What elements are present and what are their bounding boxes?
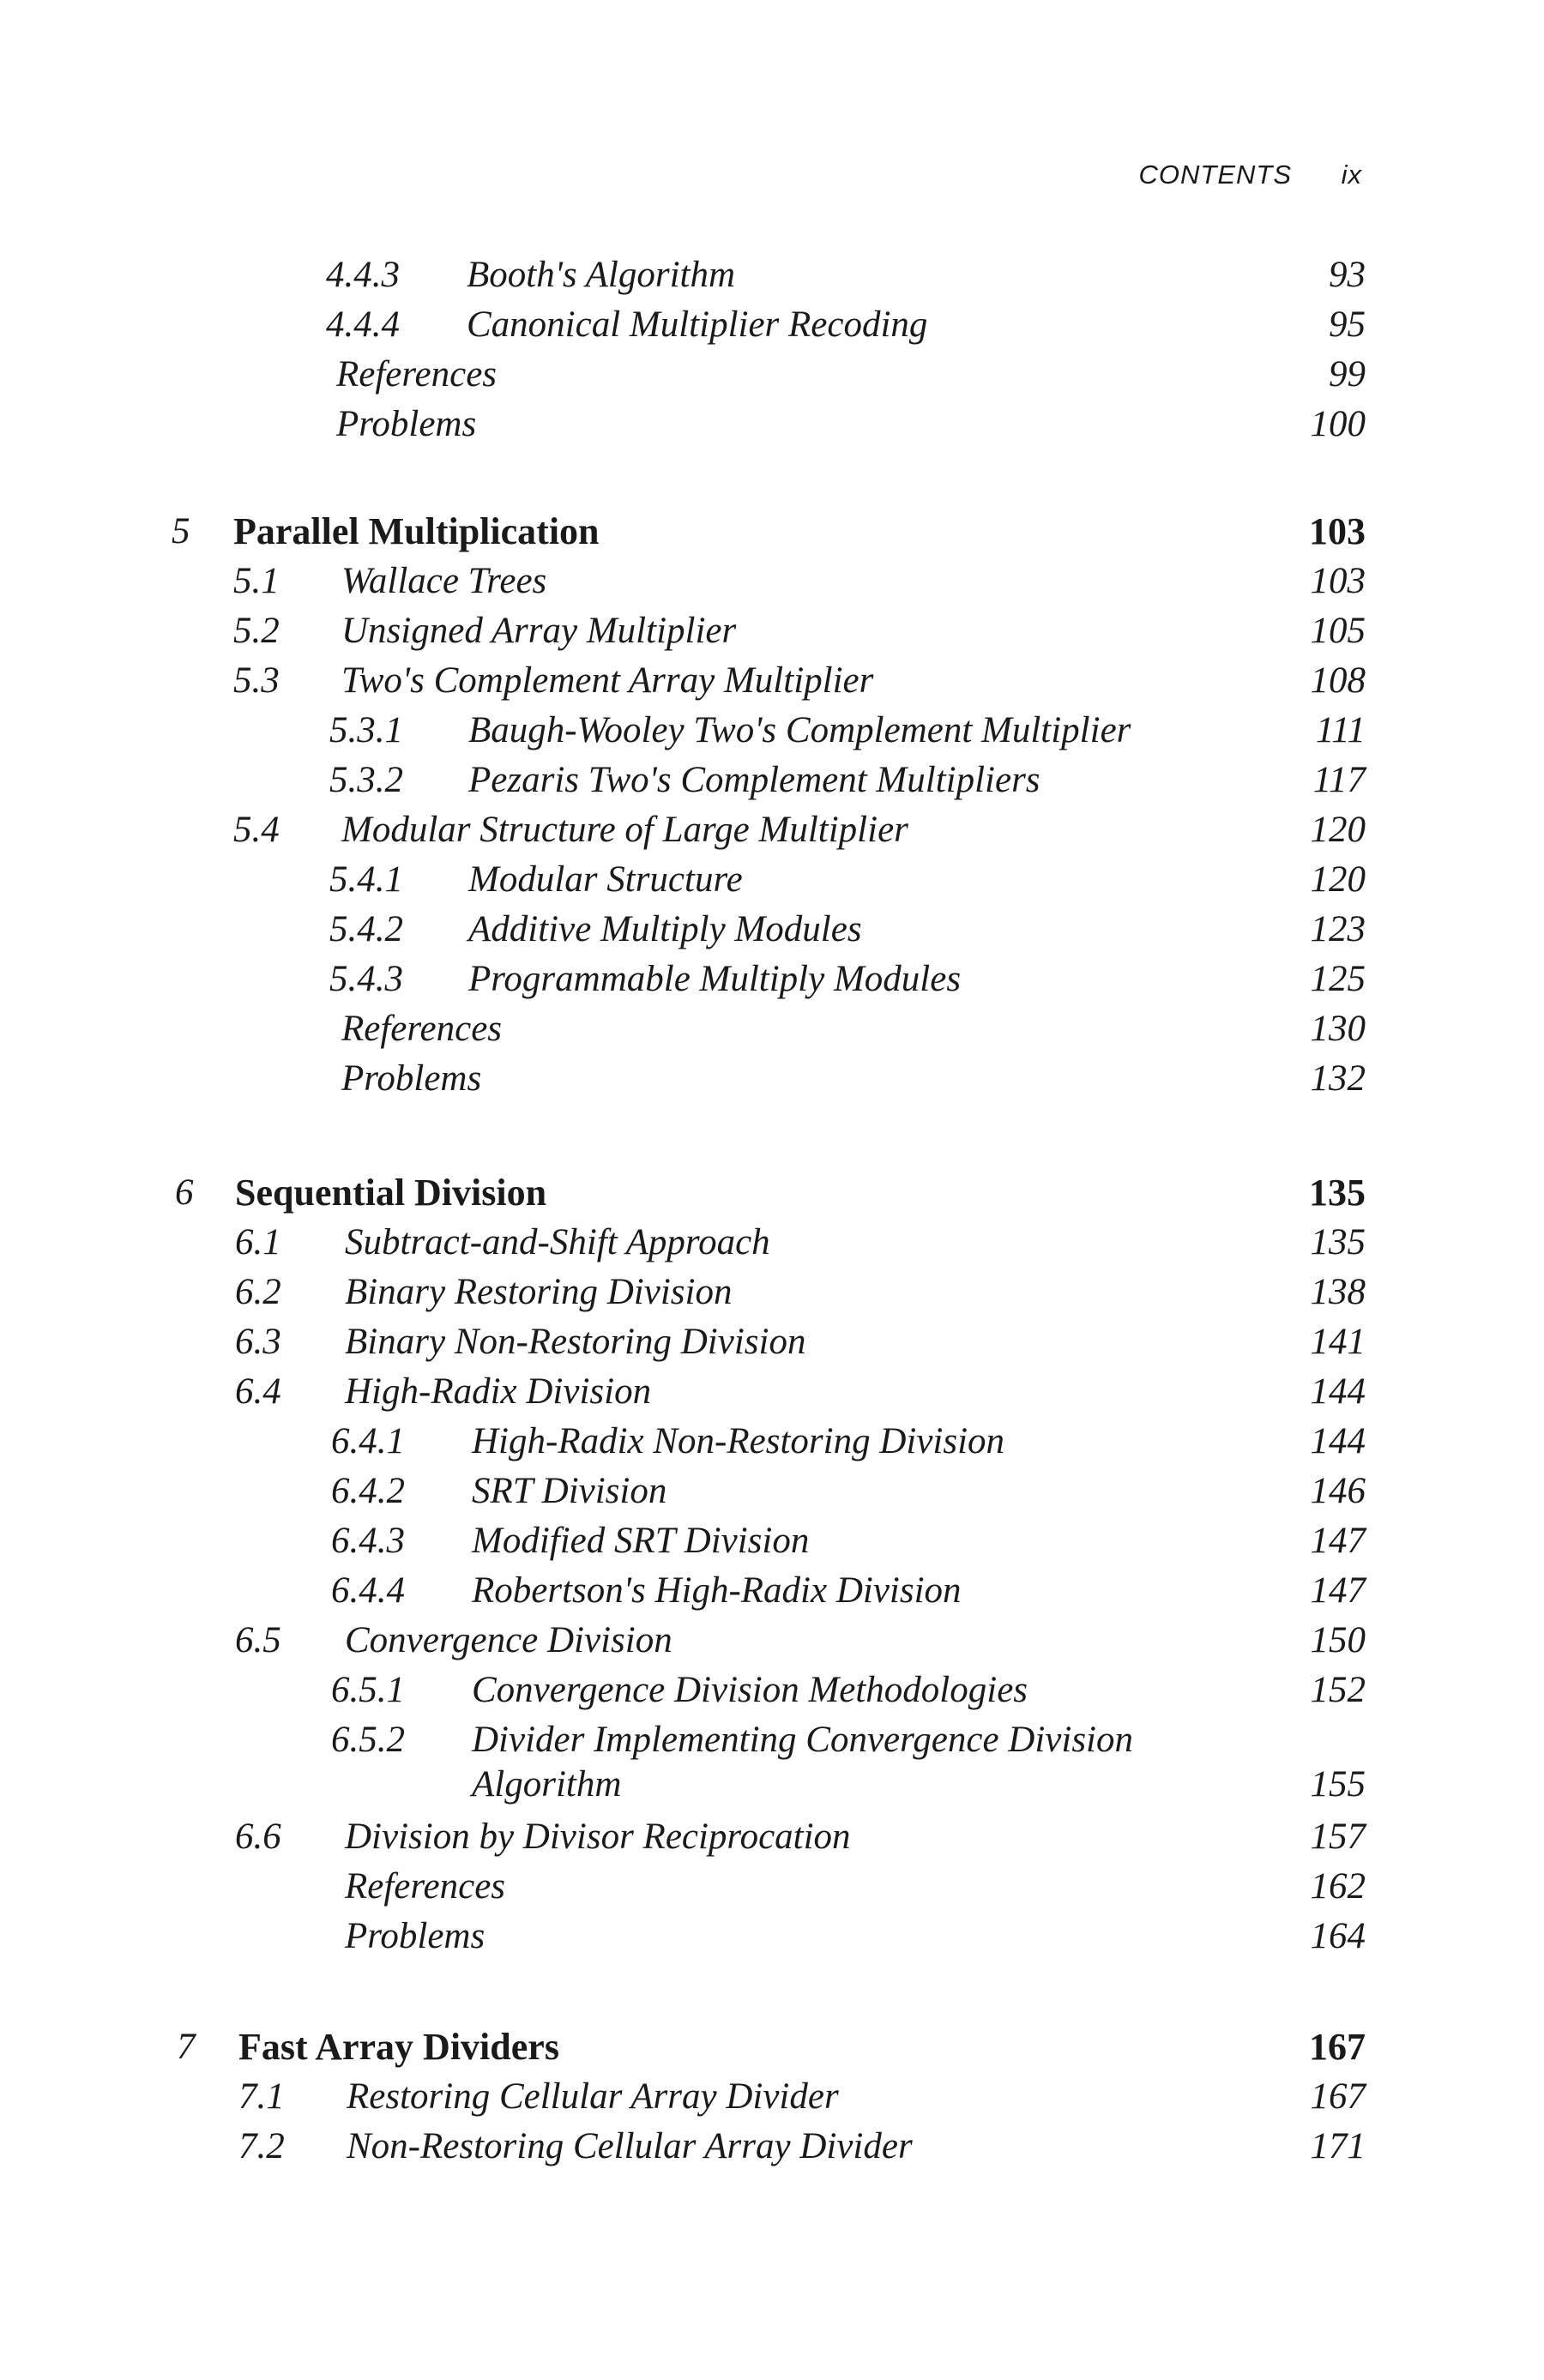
- toc-entry-number: 6.5.1: [331, 1670, 405, 1710]
- toc-entry-references: [0, 349, 1544, 401]
- toc-entry-page: 123: [1310, 909, 1366, 949]
- toc-entry-number: 6.6: [235, 1817, 281, 1857]
- toc-entry-number: 6.4: [235, 1371, 281, 1412]
- toc-entry-page: 144: [1310, 1371, 1366, 1412]
- toc-entry-number: 6.1: [235, 1222, 281, 1262]
- toc-entry-number: 6.3: [235, 1322, 281, 1362]
- toc-entry-title: Binary Restoring Division: [345, 1272, 733, 1312]
- toc-entry-title: Subtract-and-Shift Approach: [345, 1222, 770, 1262]
- toc-entry-page: 162: [1310, 1866, 1366, 1907]
- toc-entry-page: 135: [1310, 1222, 1366, 1262]
- toc-entry-title: Problems: [336, 404, 477, 444]
- toc-chapter-title: Sequential Division: [235, 1172, 547, 1214]
- toc-entry-page: 141: [1310, 1322, 1366, 1362]
- toc-entry-title-continued: Algorithm: [472, 1764, 622, 1805]
- toc-entry-page: 144: [1310, 1421, 1366, 1461]
- toc-entry-title: Booth's Algorithm: [467, 255, 736, 295]
- toc-entry-number: 5.3: [233, 660, 280, 701]
- toc-entry-title: Wallace Trees: [341, 561, 547, 601]
- toc-entry-page: 100: [1310, 404, 1366, 444]
- toc-entry-page: 103: [1310, 561, 1366, 601]
- toc-entry-5-3: [0, 655, 1544, 707]
- toc-entry-number: 5.4.3: [329, 959, 403, 999]
- toc-chapter-page: 135: [1309, 1172, 1366, 1214]
- running-head-title: CONTENTS: [1138, 160, 1292, 190]
- toc-entry-5-3-1: [0, 705, 1544, 756]
- toc-entry-number: 5.4: [233, 810, 280, 850]
- toc-entry-7-1: [0, 2071, 1544, 2123]
- toc-entry-number: 5.1: [233, 561, 280, 601]
- toc-entry-6-4-4: [0, 1565, 1544, 1617]
- toc-entry-title: Modular Structure of Large Multiplier: [341, 810, 908, 850]
- toc-entry-page: 108: [1310, 660, 1366, 701]
- toc-entry-number: 6.5: [235, 1620, 281, 1660]
- toc-entry-references: [0, 1861, 1544, 1913]
- toc-entry-number: 6.5.2: [331, 1720, 405, 1760]
- toc-entry-6-4-2: [0, 1466, 1544, 1517]
- toc-entry-number: 6.2: [235, 1272, 281, 1312]
- toc-entry-6-6: [0, 1811, 1544, 1863]
- toc-entry-title: Divider Implementing Convergence Division: [472, 1720, 1133, 1760]
- toc-entry-number: 5.4.2: [329, 909, 403, 949]
- toc-entry-6-2: [0, 1267, 1544, 1318]
- toc-entry-5-4: [0, 804, 1544, 856]
- toc-entry-number: 6.4.4: [331, 1570, 405, 1611]
- toc-entry-5-3-2: [0, 755, 1544, 806]
- toc-entry-title: Baugh-Wooley Two's Complement Multiplier: [468, 710, 1131, 750]
- toc-entry-page: 152: [1310, 1670, 1366, 1710]
- toc-chapter-6: [0, 1167, 1544, 1219]
- toc-entry-6-1: [0, 1217, 1544, 1268]
- toc-chapter-5: [0, 506, 1544, 557]
- toc-chapter-number: 5: [172, 511, 190, 551]
- toc-entry-title: Non-Restoring Cellular Array Divider: [347, 2126, 913, 2166]
- toc-entry-title: Restoring Cellular Array Divider: [347, 2076, 839, 2117]
- toc-entry-number: 4.4.4: [326, 304, 400, 345]
- toc-entry-6-5: [0, 1615, 1544, 1666]
- toc-entry-title: Modular Structure: [468, 859, 743, 900]
- toc-entry-problems: [0, 1911, 1544, 1962]
- toc-entry-page: 93: [1329, 255, 1366, 295]
- running-head: [847, 160, 1362, 202]
- toc-entry-page: 167: [1310, 2076, 1366, 2117]
- toc-entry-5-2: [0, 606, 1544, 657]
- toc-entry-7-2: [0, 2121, 1544, 2172]
- toc-entry-page: 146: [1310, 1471, 1366, 1511]
- toc-entry-title: Problems: [341, 1058, 482, 1099]
- toc-entry-title: Convergence Division Methodologies: [472, 1670, 1028, 1710]
- toc-entry-number: 7.1: [238, 2076, 285, 2117]
- toc-entry-6-5-1: [0, 1665, 1544, 1716]
- toc-entry-page: 105: [1310, 611, 1366, 651]
- toc-entry-title: Division by Divisor Reciprocation: [345, 1817, 851, 1857]
- toc-entry-page: 155: [1310, 1764, 1366, 1805]
- toc-entry-number: 5.3.2: [329, 760, 403, 800]
- toc-entry-page: 171: [1310, 2126, 1366, 2166]
- toc-entry-title: Programmable Multiply Modules: [468, 959, 962, 999]
- toc-entry-6-4-1: [0, 1416, 1544, 1467]
- toc-entry-references: [0, 1003, 1544, 1055]
- toc-entry-page: 120: [1310, 859, 1366, 900]
- toc-entry-page: 125: [1310, 959, 1366, 999]
- toc-entry-4-4-4: [0, 299, 1544, 351]
- toc-entry-problems: [0, 399, 1544, 450]
- toc-entry-page: 147: [1310, 1570, 1366, 1611]
- toc-entry-number: 5.3.1: [329, 710, 403, 750]
- toc-entry-page: 111: [1315, 710, 1366, 750]
- toc-entry-5-4-1: [0, 854, 1544, 906]
- toc-chapter-page: 167: [1309, 2026, 1366, 2068]
- toc-entry-number: 5.4.1: [329, 859, 403, 900]
- toc-entry-title: High-Radix Division: [345, 1371, 652, 1412]
- toc-entry-5-4-2: [0, 904, 1544, 955]
- toc-entry-title: Binary Non-Restoring Division: [345, 1322, 806, 1362]
- toc-entry-title: References: [345, 1866, 506, 1907]
- toc-entry-title: Unsigned Array Multiplier: [341, 611, 737, 651]
- toc-entry-title: High-Radix Non-Restoring Division: [472, 1421, 1005, 1461]
- toc-entry-page: 164: [1310, 1916, 1366, 1956]
- toc-entry-page: 95: [1329, 304, 1366, 345]
- toc-entry-6-4: [0, 1366, 1544, 1418]
- toc-chapter-page: 103: [1309, 510, 1366, 552]
- toc-entry-page: 150: [1310, 1620, 1366, 1660]
- toc-entry-page: 147: [1310, 1521, 1366, 1561]
- toc-entry-title: Robertson's High-Radix Division: [472, 1570, 962, 1611]
- toc-entry-page: 157: [1310, 1817, 1366, 1857]
- toc-entry-title: Pezaris Two's Complement Multipliers: [468, 760, 1040, 800]
- toc-entry-page: 138: [1310, 1272, 1366, 1312]
- toc-chapter-title: Parallel Multiplication: [233, 510, 600, 552]
- toc-entry-number: 5.2: [233, 611, 280, 651]
- toc-entry-5-4-3: [0, 954, 1544, 1005]
- toc-entry-number: 6.4.3: [331, 1521, 405, 1561]
- toc-entry-title: Problems: [345, 1916, 486, 1956]
- toc-entry-4-4-3: [0, 250, 1544, 301]
- toc-entry-title: Modified SRT Division: [472, 1521, 810, 1561]
- toc-entry-page: 132: [1310, 1058, 1366, 1099]
- toc-entry-title: Convergence Division: [345, 1620, 672, 1660]
- toc-entry-title: References: [336, 354, 498, 395]
- toc-entry-problems: [0, 1053, 1544, 1105]
- toc-entry-6-4-3: [0, 1515, 1544, 1567]
- toc-entry-title: References: [341, 1009, 503, 1049]
- running-head-page-number: ix: [1341, 160, 1362, 190]
- toc-entry-number: 6.4.2: [331, 1471, 405, 1511]
- toc-entry-title: Two's Complement Array Multiplier: [341, 660, 874, 701]
- toc-entry-page: 117: [1312, 760, 1366, 800]
- toc-chapter-number: 6: [175, 1172, 194, 1213]
- toc-chapter-7: [0, 2021, 1544, 2073]
- toc-entry-title: Additive Multiply Modules: [468, 909, 862, 949]
- toc-entry-number: 7.2: [238, 2126, 285, 2166]
- toc-entry-page: 120: [1310, 810, 1366, 850]
- toc-entry-6-5-2: [0, 1714, 1544, 1809]
- toc-entry-number: 4.4.3: [326, 255, 400, 295]
- toc-entry-number: 6.4.1: [331, 1421, 405, 1461]
- toc-entry-6-3: [0, 1317, 1544, 1368]
- toc-entry-page: 130: [1310, 1009, 1366, 1049]
- toc-entry-title: Canonical Multiplier Recoding: [467, 304, 928, 345]
- toc-entry-page: 99: [1329, 354, 1366, 395]
- toc-chapter-number: 7: [177, 2027, 196, 2067]
- toc-chapter-title: Fast Array Dividers: [238, 2026, 559, 2068]
- toc-entry-5-1: [0, 556, 1544, 607]
- toc-entry-title: SRT Division: [472, 1471, 667, 1511]
